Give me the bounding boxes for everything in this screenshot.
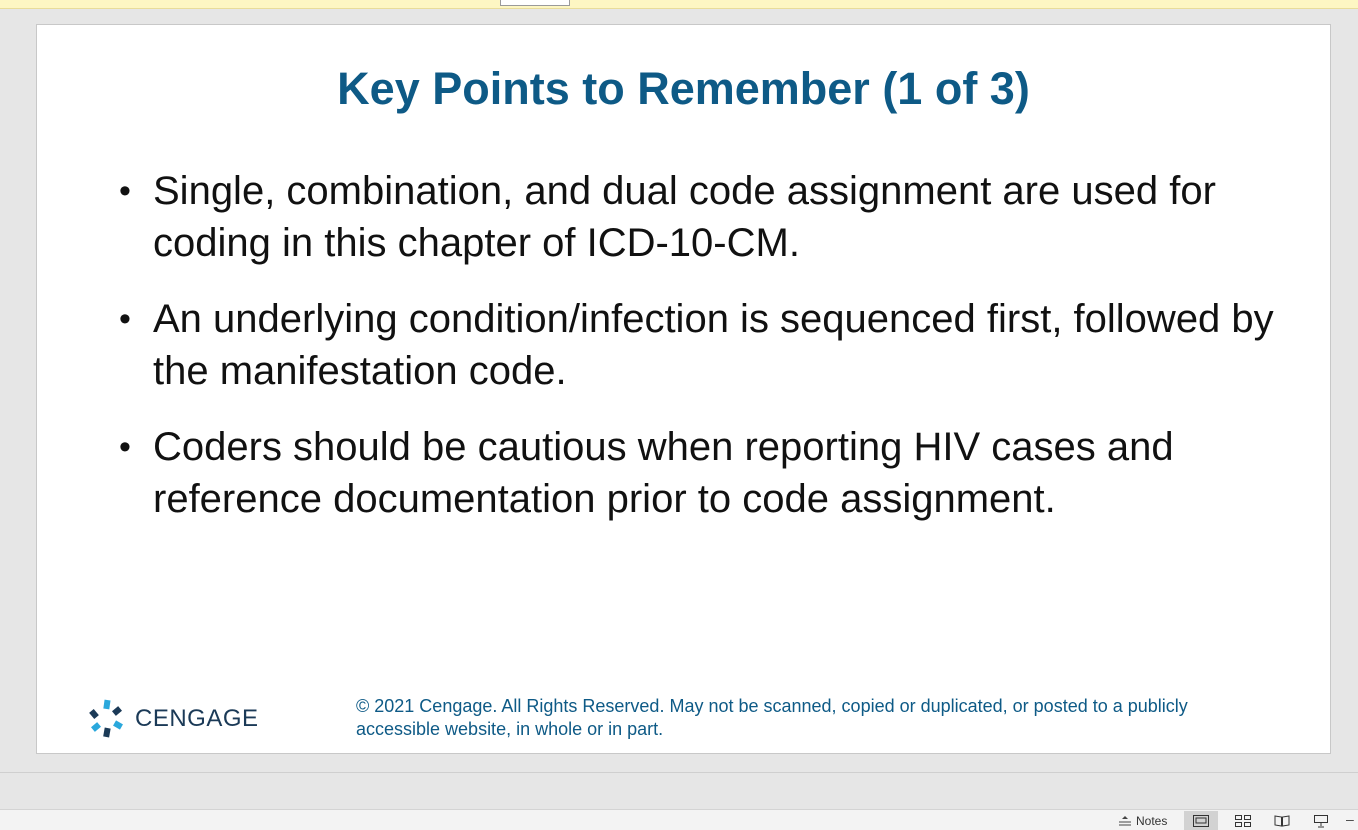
slide-title[interactable]: Key Points to Remember (1 of 3): [337, 63, 1030, 114]
notification-action-button[interactable]: [500, 0, 570, 6]
cengage-logo: [87, 699, 259, 739]
slide-canvas[interactable]: [36, 24, 1331, 754]
bullet-text: Single, combination, and dual code assignment are used for coding in this chapter of ICD-10-CM.: [153, 169, 1216, 265]
bullet-icon: •: [119, 172, 131, 210]
bullet-icon: •: [119, 300, 131, 338]
zoom-out-button[interactable]: –: [1346, 811, 1354, 827]
bullet-list[interactable]: [117, 165, 1297, 549]
bullet-item[interactable]: [117, 165, 1297, 269]
notes-label: Notes: [1136, 813, 1168, 828]
slide-sorter-icon: [1235, 815, 1251, 827]
slide-sorter-view-button[interactable]: [1226, 811, 1260, 830]
notes-button[interactable]: [1112, 811, 1173, 830]
slide-show-icon: [1313, 814, 1329, 828]
reading-view-icon: [1274, 815, 1290, 827]
bullet-icon: •: [119, 428, 131, 466]
notes-icon: [1118, 815, 1132, 827]
normal-view-icon: [1193, 815, 1209, 827]
status-bar: [0, 809, 1358, 830]
notes-pane-divider[interactable]: [0, 772, 1358, 773]
bullet-text: An underlying condition/infection is sequenced first, followed by the manifestation code.: [153, 297, 1274, 393]
normal-view-button[interactable]: [1184, 811, 1218, 830]
bullet-item[interactable]: [117, 293, 1297, 397]
cengage-logo-mark-icon: [87, 699, 127, 739]
notification-bar: [0, 0, 1358, 9]
bullet-text: Coders should be cautious when reporting HIV cases and reference documentation prior to code assignment.: [153, 425, 1174, 521]
bullet-item[interactable]: [117, 421, 1297, 525]
slide-show-view-button[interactable]: [1304, 811, 1338, 830]
logo-wordmark: CENGAGE: [135, 705, 259, 732]
copyright-notice[interactable]: © 2021 Cengage. All Rights Reserved. May not be scanned, copied or duplicated, or posted to a publicly accessible website, in whole or in part.: [356, 696, 1188, 739]
reading-view-button[interactable]: [1265, 811, 1299, 830]
